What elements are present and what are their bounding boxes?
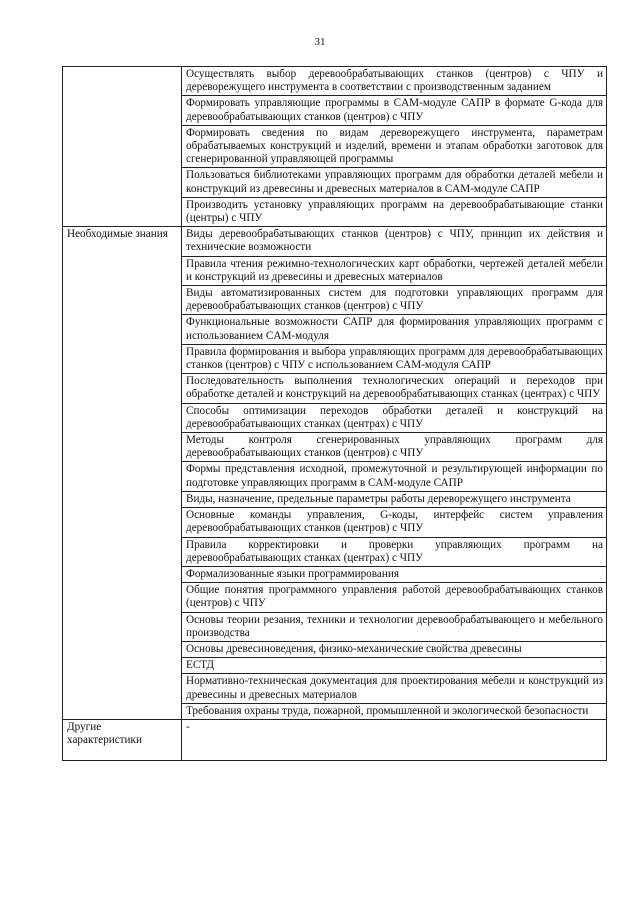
- section-item: Формировать сведения по видам дереворежущего инструмента, параметрам обрабатываемых конструкций и изделий, времени и этапам обработки заготовок для сгенерированной управляющей программы: [182, 125, 607, 168]
- table-row: [63, 67, 607, 96]
- table-row: [63, 227, 607, 256]
- section-item: Основы теории резания, техники и технологии деревообрабатывающего и мебельного производства: [182, 612, 607, 641]
- section-label: Необходимые знания: [63, 227, 182, 720]
- requirements-table: [62, 66, 607, 761]
- section-item: Способы оптимизации переходов обработки деталей и конструкций на деревообрабатывающих станках (центрах) с ЧПУ: [182, 403, 607, 432]
- section-item: Формализованные языки программирования: [182, 566, 607, 582]
- section-item: Правила чтения режимно-технологических карт обработки, чертежей деталей мебели и конструкций из древесины и древесных материалов: [182, 256, 607, 285]
- section-item: Правила формирования и выбора управляющих программ для деревообрабатывающих станков (центров) с ЧПУ с использованием CAM-модуля САПР: [182, 344, 607, 373]
- table-row: [63, 719, 607, 760]
- section-item: Методы контроля сгенерированных управляющих программ для деревообрабатывающих станков (центров) с ЧПУ: [182, 433, 607, 462]
- section-item: -: [182, 719, 607, 760]
- section-item: Последовательность выполнения технологических операций и переходов при обработке деталей и конструкций на деревообрабатывающих станках (центрах) с ЧПУ: [182, 374, 607, 403]
- section-item: Требования охраны труда, пожарной, промышленной и экологической безопасности: [182, 703, 607, 719]
- section-item: Основы древесиноведения, физико-механические свойства древесины: [182, 641, 607, 657]
- section-label: Другие характеристики: [63, 719, 182, 760]
- section-item: Формировать управляющие программы в CAM-модуле САПР в формате G-кода для деревообрабатывающих станков (центров) с ЧПУ: [182, 96, 607, 125]
- section-item: Правила корректировки и проверки управляющих программ на деревообрабатывающих станках (центрах) с ЧПУ: [182, 537, 607, 566]
- section-item: Пользоваться библиотеками управляющих программ для обработки деталей мебели и конструкций из древесины и древесных материалов в CAM-модуле САПР: [182, 168, 607, 197]
- section-label: [63, 67, 182, 227]
- section-item: Функциональные возможности САПР для формирования управляющих программ с использованием CAM-модуля: [182, 315, 607, 344]
- requirements-table-body: [63, 67, 607, 761]
- section-item: Формы представления исходной, промежуточной и результирующей информации по подготовке управляющих программ в CAM-модуле САПР: [182, 462, 607, 491]
- section-item: Осуществлять выбор деревообрабатывающих станков (центров) с ЧПУ и дереворежущего инструмента в соответствии с производственным заданием: [182, 67, 607, 96]
- section-item: Нормативно-техническая документация для проектирования мебели и конструкций из древесины и древесных материалов: [182, 674, 607, 703]
- section-item: Основные команды управления, G-коды, интерфейс систем управления деревообрабатывающих станков (центров) с ЧПУ: [182, 508, 607, 537]
- section-item: Общие понятия программного управления работой деревообрабатывающих станков (центров) с ЧПУ: [182, 583, 607, 612]
- page-number: 31: [314, 36, 326, 48]
- section-item: Виды деревообрабатывающих станков (центров) с ЧПУ, принцип их действия и технические возможности: [182, 227, 607, 256]
- section-item: Виды, назначение, предельные параметры работы дереворежущего инструмента: [182, 491, 607, 507]
- section-item: ЕСТД: [182, 658, 607, 674]
- section-item: Производить установку управляющих программ на деревообрабатывающие станки (центры) с ЧПУ: [182, 197, 607, 226]
- section-item: Виды автоматизированных систем для подготовки управляющих программ для деревообрабатывающих станков (центров) с ЧПУ: [182, 286, 607, 315]
